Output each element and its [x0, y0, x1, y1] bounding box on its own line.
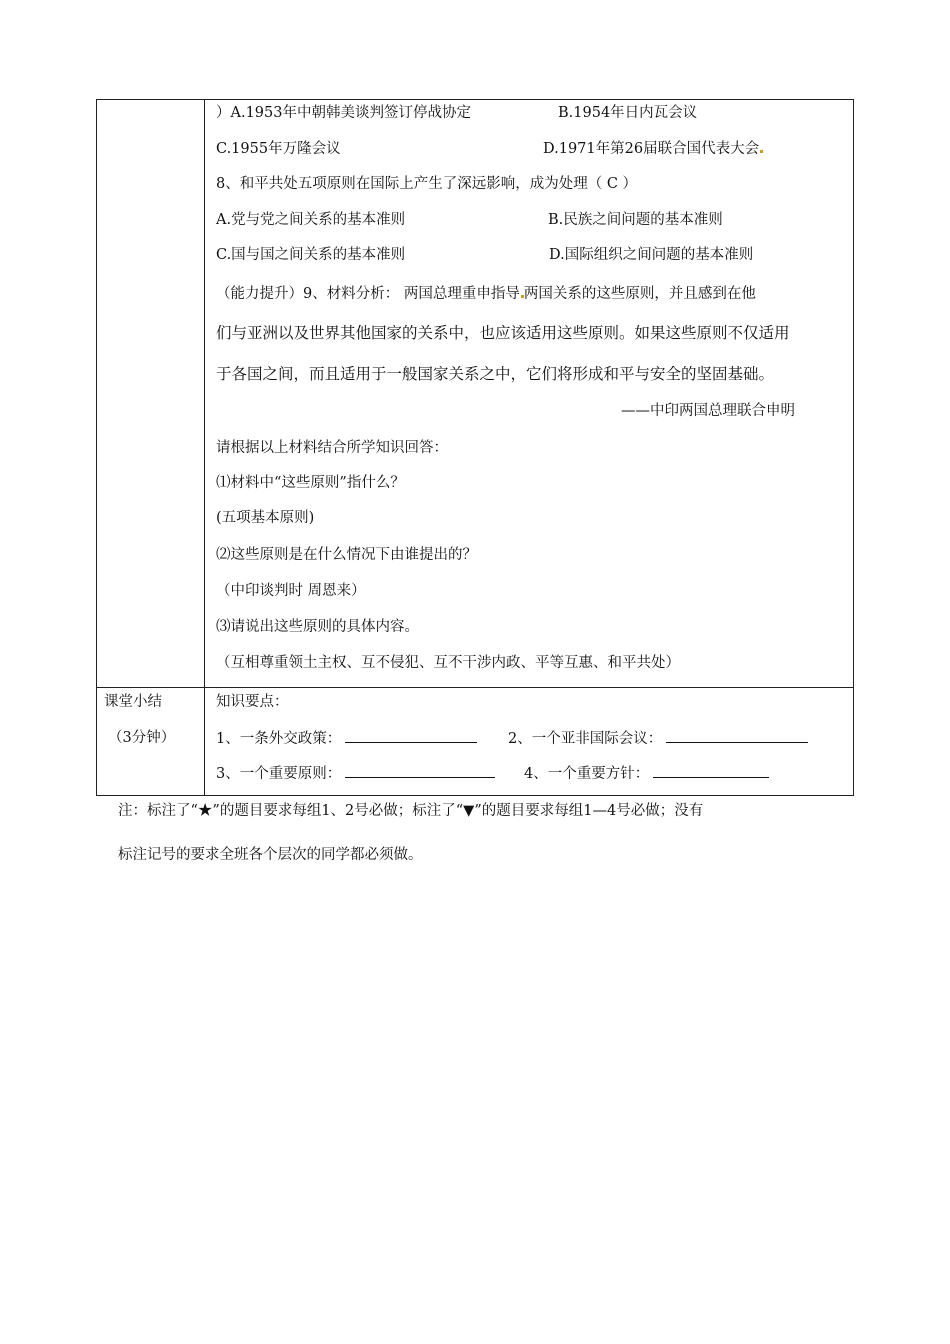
q7-option-d — [543, 139, 763, 159]
q9-material-line3: 于各国之间，而且适用于一般国家关系之中，它们将形成和平与安全的坚固基础。 — [216, 365, 775, 383]
fill-blank[interactable] — [653, 763, 769, 778]
mark-dot — [760, 150, 763, 153]
summary-item-3 — [216, 763, 495, 784]
q9-material-line2: 们与亚洲以及世界其他国家的关系中，也应该适用这些原则。如果这些原则不仅适用 — [216, 324, 790, 342]
q8-stem: 8、和平共处五项原则在国际上产生了深远影响，成为处理（ C ） — [216, 176, 638, 192]
q9-answer-3: （互相尊重领土主权、互不侵犯、互不干涉内政、平等互惠、和平共处） — [216, 655, 680, 671]
summary-time: （3分钟） — [108, 730, 176, 746]
q9-answer-2: （中印谈判时 周恩来） — [216, 583, 366, 599]
fill-blank[interactable] — [345, 728, 477, 743]
summary-label: 课堂小结 — [104, 694, 162, 710]
q9-sub-question-2: ⑵这些原则是在什么情况下由谁提出的？ — [216, 547, 477, 563]
summary-item-1 — [216, 728, 477, 749]
summary-item-4-label: 4、一个重要方针： — [524, 766, 650, 782]
footnote-line2: 标注记号的要求全班各个层次的同学都必须做。 — [118, 847, 423, 863]
summary-item-2 — [508, 728, 808, 749]
row-divider — [97, 687, 853, 688]
q9-sub-question-1: ⑴材料中“这些原则”指什么？ — [216, 475, 405, 491]
q8-option-c: C.国与国之间关系的基本准则 — [216, 247, 406, 263]
summary-item-1-label: 1、一条外交政策： — [216, 731, 342, 747]
q8-option-d: D.国际组织之间问题的基本准则 — [549, 247, 754, 263]
summary-item-4 — [524, 763, 769, 784]
q9-sub-question-3: ⑶请说出这些原则的具体内容。 — [216, 619, 419, 635]
lesson-table — [96, 99, 854, 796]
fill-blank[interactable] — [666, 728, 808, 743]
column-divider — [204, 100, 205, 795]
q9-prompt: 请根据以上材料结合所学知识回答： — [216, 440, 448, 456]
q9-line1-part-a: （能力提升）9、材料分析： 两国总理重申指导 — [216, 286, 520, 302]
q8-option-b: B.民族之间问题的基本准则 — [548, 212, 723, 228]
q7-option-b: B.1954年日内瓦会议 — [558, 105, 698, 121]
fill-blank[interactable] — [345, 763, 495, 778]
q9-material-line1 — [216, 284, 756, 304]
q8-option-a: A.党与党之间关系的基本准则 — [216, 212, 406, 228]
summary-item-3-label: 3、一个重要原则： — [216, 766, 342, 782]
footnote-line1: 注：标注了“★”的题目要求每组1、2号必做；标注了“▼”的题目要求每组1—4号必做；没有 — [118, 803, 704, 819]
q7-option-d-text: D.1971年第26届联合国代表大会 — [543, 141, 760, 157]
q7-option-a: ）A.1953年中朝韩美谈判签订停战协定 — [216, 105, 471, 121]
summary-heading: 知识要点： — [216, 694, 289, 710]
q9-source: ——中印两国总理联合申明 — [621, 403, 795, 419]
summary-item-2-label: 2、一个亚非国际会议： — [508, 731, 663, 747]
q7-option-c: C.1955年万隆会议 — [216, 141, 341, 157]
q9-answer-1: (五项基本原则) — [216, 510, 315, 526]
q9-line1-part-b: 两国关系的这些原则，并且感到在他 — [523, 286, 756, 302]
